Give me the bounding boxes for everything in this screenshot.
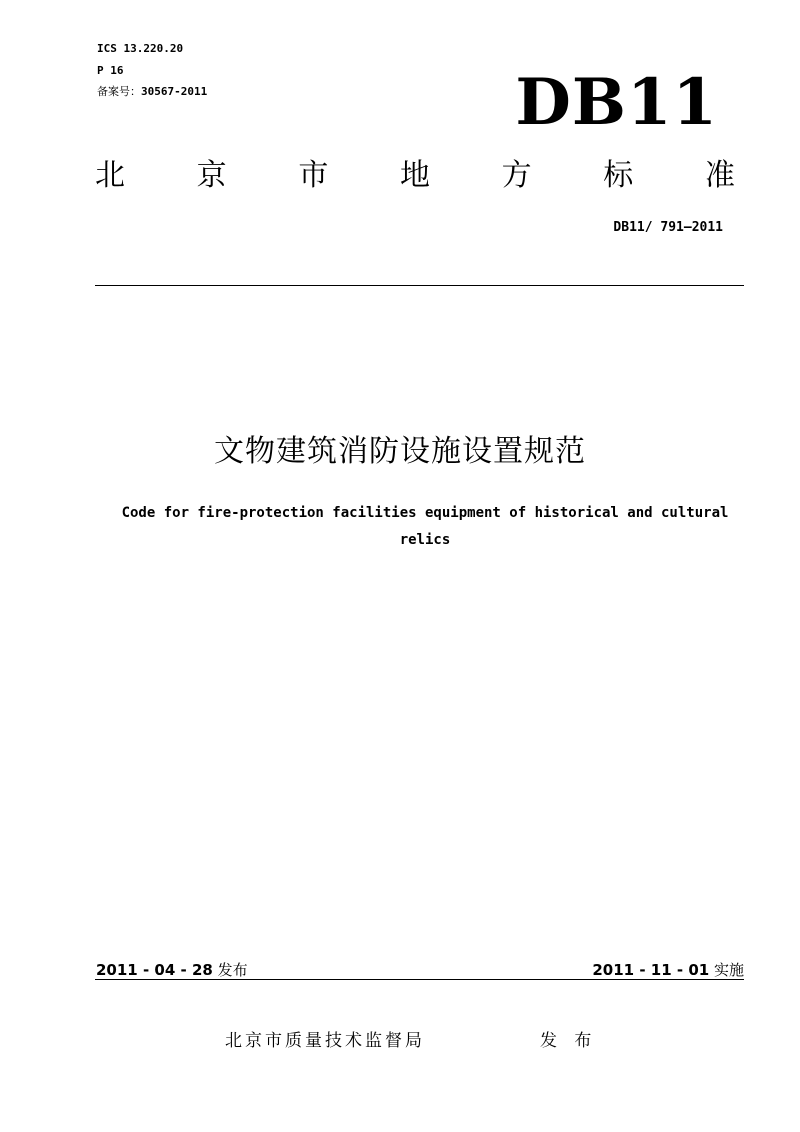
implementation-date bbox=[592, 960, 744, 980]
date-divider bbox=[95, 979, 744, 980]
standard-type-heading bbox=[95, 157, 735, 195]
ics-code: ICS 13.220.20 bbox=[97, 42, 184, 55]
issue-date-value: 2011 - 04 - 28 bbox=[96, 961, 213, 979]
impl-date-value: 2011 - 11 - 01 bbox=[592, 961, 710, 979]
issue-date-label: 发布 bbox=[217, 961, 248, 979]
header-divider bbox=[95, 285, 744, 286]
standard-type-char: 京 bbox=[196, 158, 227, 193]
issue-date bbox=[96, 960, 248, 980]
db11-logo: DB11 bbox=[515, 65, 718, 140]
document-title-english: Code for fire-protection facilities equipment of historical and cultural relics bbox=[121, 505, 729, 548]
p-code: P 16 bbox=[97, 64, 124, 77]
publisher-name: 北京市质量技术监督局 bbox=[225, 1031, 425, 1051]
standard-type-char: 准 bbox=[704, 158, 735, 193]
record-label: 备案号： bbox=[97, 85, 141, 98]
publish-label: 发 布 bbox=[540, 1031, 598, 1051]
standard-number: DB11/ 791—2011 bbox=[613, 220, 723, 235]
impl-date-label: 实施 bbox=[713, 961, 744, 979]
standard-type-char: 方 bbox=[501, 158, 532, 193]
standard-type-char: 市 bbox=[298, 158, 329, 193]
record-number bbox=[97, 85, 207, 99]
standard-type-char: 地 bbox=[399, 158, 430, 193]
standard-type-char: 北 bbox=[95, 158, 125, 193]
standard-type-char: 标 bbox=[603, 158, 634, 193]
record-value: 30567-2011 bbox=[141, 85, 208, 98]
document-title-chinese: 文物建筑消防设施设置规范 bbox=[214, 434, 586, 469]
